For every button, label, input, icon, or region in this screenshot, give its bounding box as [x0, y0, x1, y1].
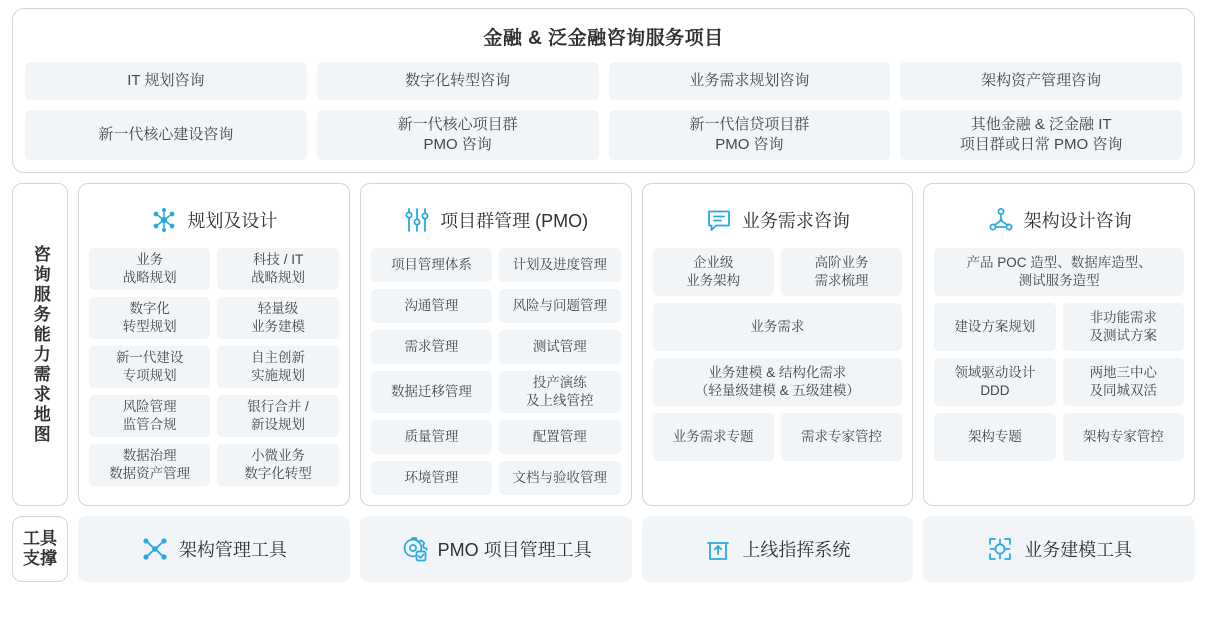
chip-label: 架构专题: [967, 429, 1022, 445]
chip-label: 产品 POC 造型、数据库造型、 测试服务造型: [966, 255, 1152, 288]
chip-label: 需求管理: [404, 339, 459, 355]
chip-label: 风险与问题管理: [512, 298, 608, 314]
chip-row: [89, 395, 339, 437]
column-header: [89, 192, 339, 248]
chip-multi-site-active[interactable]: [1063, 358, 1184, 406]
chip-row: [89, 297, 339, 339]
column-program-management: [360, 183, 632, 506]
chip-business-modeling-structured-req[interactable]: [653, 358, 903, 406]
sliders-icon: [403, 206, 431, 234]
chip-label: 项目管理体系: [390, 257, 472, 273]
chip-label: 建设方案规划: [954, 319, 1036, 335]
chip-doc-acceptance-management[interactable]: [499, 461, 620, 495]
chip-lightweight-business-modeling[interactable]: [217, 297, 338, 339]
chip-label: 新一代建设 专项规划: [115, 350, 184, 383]
chip-tech-it-strategy[interactable]: [217, 248, 338, 290]
side-label-text: 咨询服务能力需求地图: [30, 244, 50, 445]
column-business-requirement: [642, 183, 914, 506]
tool-architecture-management[interactable]: [78, 516, 350, 582]
chip-row: [653, 303, 903, 351]
column-body: [371, 248, 621, 495]
chip-label: 自主创新 实施规划: [251, 350, 306, 383]
top-cell-business-requirement-planning[interactable]: [609, 62, 891, 100]
top-cell-credit-program-pmo[interactable]: [609, 110, 891, 160]
column-body: [89, 248, 339, 495]
tool-label: 上线指挥系统: [742, 540, 851, 560]
gear-check-icon: [400, 535, 428, 563]
chip-row: [934, 303, 1184, 351]
capability-columns: [78, 183, 1195, 506]
network-nodes-icon: [150, 206, 178, 234]
chip-label: 计划及进度管理: [512, 257, 608, 273]
column-planning-design: [78, 183, 350, 506]
chip-communication-management[interactable]: [371, 289, 492, 323]
chip-row: [89, 444, 339, 486]
top-cell-it-planning[interactable]: [25, 62, 307, 100]
chip-label: 领域驱动设计 DDD: [954, 365, 1036, 398]
molecule-icon: [141, 535, 169, 563]
chip-row: [89, 248, 339, 290]
tool-support-label-text: 工具 支撑: [23, 528, 57, 568]
chip-label: 业务需求专题: [672, 429, 754, 445]
chip-row: [89, 346, 339, 388]
column-title: 业务需求咨询: [741, 211, 850, 231]
chip-requirement-management[interactable]: [371, 330, 492, 364]
top-cell-label: 数字化转型咨询: [405, 71, 511, 89]
chip-digital-transformation-plan[interactable]: [89, 297, 210, 339]
chip-label: 投产演练 及上线管控: [526, 375, 594, 408]
column-header: [371, 192, 621, 248]
chip-data-governance[interactable]: [89, 444, 210, 486]
chip-architecture-expert-control[interactable]: [1063, 413, 1184, 461]
chip-high-level-requirement[interactable]: [781, 248, 902, 296]
chip-row: [371, 289, 621, 323]
chip-label: 小微业务 数字化转型: [244, 448, 312, 481]
tool-support-section: [12, 516, 1195, 582]
chip-row: [371, 420, 621, 454]
tool-launch-command-system[interactable]: [642, 516, 914, 582]
chip-label: 沟通管理: [404, 298, 459, 314]
tool-label: PMO 项目管理工具: [437, 540, 592, 560]
chip-row: [371, 461, 621, 495]
chip-ddd[interactable]: [934, 358, 1055, 406]
top-cell-other-pmo[interactable]: [900, 110, 1182, 160]
chip-label: 架构专家管控: [1082, 429, 1164, 445]
chip-test-management[interactable]: [499, 330, 620, 364]
speech-bubble-icon: [705, 206, 733, 234]
top-row-2: [25, 110, 1182, 160]
top-cell-digital-transformation[interactable]: [317, 62, 599, 100]
chip-label: 业务需求: [750, 319, 805, 335]
top-cell-core-construction[interactable]: [25, 110, 307, 160]
chip-row: [653, 413, 903, 461]
tool-list: [78, 516, 1195, 582]
chip-label: 数字化 转型规划: [122, 301, 177, 334]
chip-row: [653, 248, 903, 296]
chip-enterprise-business-architecture[interactable]: [653, 248, 774, 296]
chip-label: 银行合并 / 新设规划: [247, 399, 309, 432]
column-header: [653, 192, 903, 248]
chip-bank-merger-plan[interactable]: [217, 395, 338, 437]
chip-micro-business-digital[interactable]: [217, 444, 338, 486]
chip-construction-scheme-plan[interactable]: [934, 303, 1055, 351]
chip-label: 非功能需求 及测试方案: [1089, 310, 1158, 343]
column-body: [934, 248, 1184, 495]
capability-map-section: [12, 183, 1195, 506]
chip-row: [371, 330, 621, 364]
tool-support-label: [12, 516, 68, 582]
top-panel: [12, 8, 1195, 173]
chip-self-innovation-plan[interactable]: [217, 346, 338, 388]
top-cell-label: 新一代信贷项目群 PMO 咨询: [689, 115, 810, 153]
chip-label: 文档与验收管理: [512, 470, 608, 486]
chip-row: [934, 413, 1184, 461]
chip-label: 两地三中心 及同城双活: [1089, 365, 1158, 398]
column-header: [934, 192, 1184, 248]
top-cell-core-program-pmo[interactable]: [317, 110, 599, 160]
chip-label: 配置管理: [532, 429, 587, 445]
chip-label: 风险管理 监管合规: [122, 399, 177, 432]
column-architecture-design: [923, 183, 1195, 506]
chip-label: 业务建模 & 结构化需求 （轻量级建模 & 五级建模）: [694, 365, 860, 398]
chip-architecture-topic[interactable]: [934, 413, 1055, 461]
chip-product-poc-modeling[interactable]: [934, 248, 1184, 296]
chip-data-migration-management[interactable]: [371, 371, 492, 413]
chip-row: [934, 248, 1184, 296]
chip-requirement-expert-control[interactable]: [781, 413, 902, 461]
top-cell-label: 其他金融 & 泛金融 IT 项目群或日常 PMO 咨询: [959, 115, 1123, 153]
chip-production-rehearsal[interactable]: [499, 371, 620, 413]
chip-label: 测试管理: [532, 339, 587, 355]
chip-label: 环境管理: [404, 470, 459, 486]
hierarchy-icon: [987, 206, 1015, 234]
tool-label: 架构管理工具: [178, 540, 287, 560]
chip-business-strategy[interactable]: [89, 248, 210, 290]
top-cell-label: 新一代核心项目群 PMO 咨询: [397, 115, 518, 153]
chip-environment-management[interactable]: [371, 461, 492, 495]
chip-label: 数据治理 数据资产管理: [109, 448, 191, 481]
chip-business-requirement-topic[interactable]: [653, 413, 774, 461]
chip-business-requirement[interactable]: [653, 303, 903, 351]
chip-label: 轻量级 业务建模: [251, 301, 306, 334]
chip-label: 企业级 业务架构: [686, 255, 741, 288]
capability-map-side-label: [12, 183, 68, 506]
chip-risk-compliance[interactable]: [89, 395, 210, 437]
top-cell-label: IT 规划咨询: [127, 71, 205, 89]
chip-project-management-system[interactable]: [371, 248, 492, 282]
column-title: 架构设计咨询: [1023, 211, 1132, 231]
chip-row: [371, 371, 621, 413]
page-title: 金融 & 泛金融咨询服务项目: [483, 28, 724, 49]
upload-doc-icon: [704, 535, 732, 563]
chip-label: 数据迁移管理: [390, 384, 472, 400]
column-body: [653, 248, 903, 495]
chip-row: [653, 358, 903, 406]
column-title: 项目群管理 (PMO): [440, 211, 589, 231]
top-row-1: [25, 62, 1182, 100]
chip-nonfunctional-test-scheme[interactable]: [1063, 303, 1184, 351]
chip-label: 质量管理: [404, 429, 459, 445]
tool-pmo-project-management[interactable]: [360, 516, 632, 582]
chip-row: [934, 358, 1184, 406]
chip-plan-schedule-management[interactable]: [499, 248, 620, 282]
top-cell-label: 新一代核心建设咨询: [98, 125, 234, 143]
top-cell-label: 架构资产管理咨询: [981, 71, 1102, 89]
top-cell-architecture-asset-management[interactable]: [900, 62, 1182, 100]
column-title: 规划及设计: [187, 211, 278, 231]
tool-business-modeling[interactable]: [923, 516, 1195, 582]
model-frame-icon: [986, 535, 1014, 563]
tool-label: 业务建模工具: [1024, 540, 1133, 560]
chip-label: 需求专家管控: [801, 429, 883, 445]
chip-quality-management[interactable]: [371, 420, 492, 454]
chip-configuration-management[interactable]: [499, 420, 620, 454]
chip-label: 高阶业务 需求梳理: [814, 255, 869, 288]
chip-risk-issue-management[interactable]: [499, 289, 620, 323]
chip-label: 科技 / IT 战略规划: [251, 252, 306, 285]
chip-row: [371, 248, 621, 282]
top-cell-label: 业务需求规划咨询: [689, 71, 810, 89]
chip-new-gen-special-plan[interactable]: [89, 346, 210, 388]
chip-label: 业务 战略规划: [122, 252, 177, 285]
